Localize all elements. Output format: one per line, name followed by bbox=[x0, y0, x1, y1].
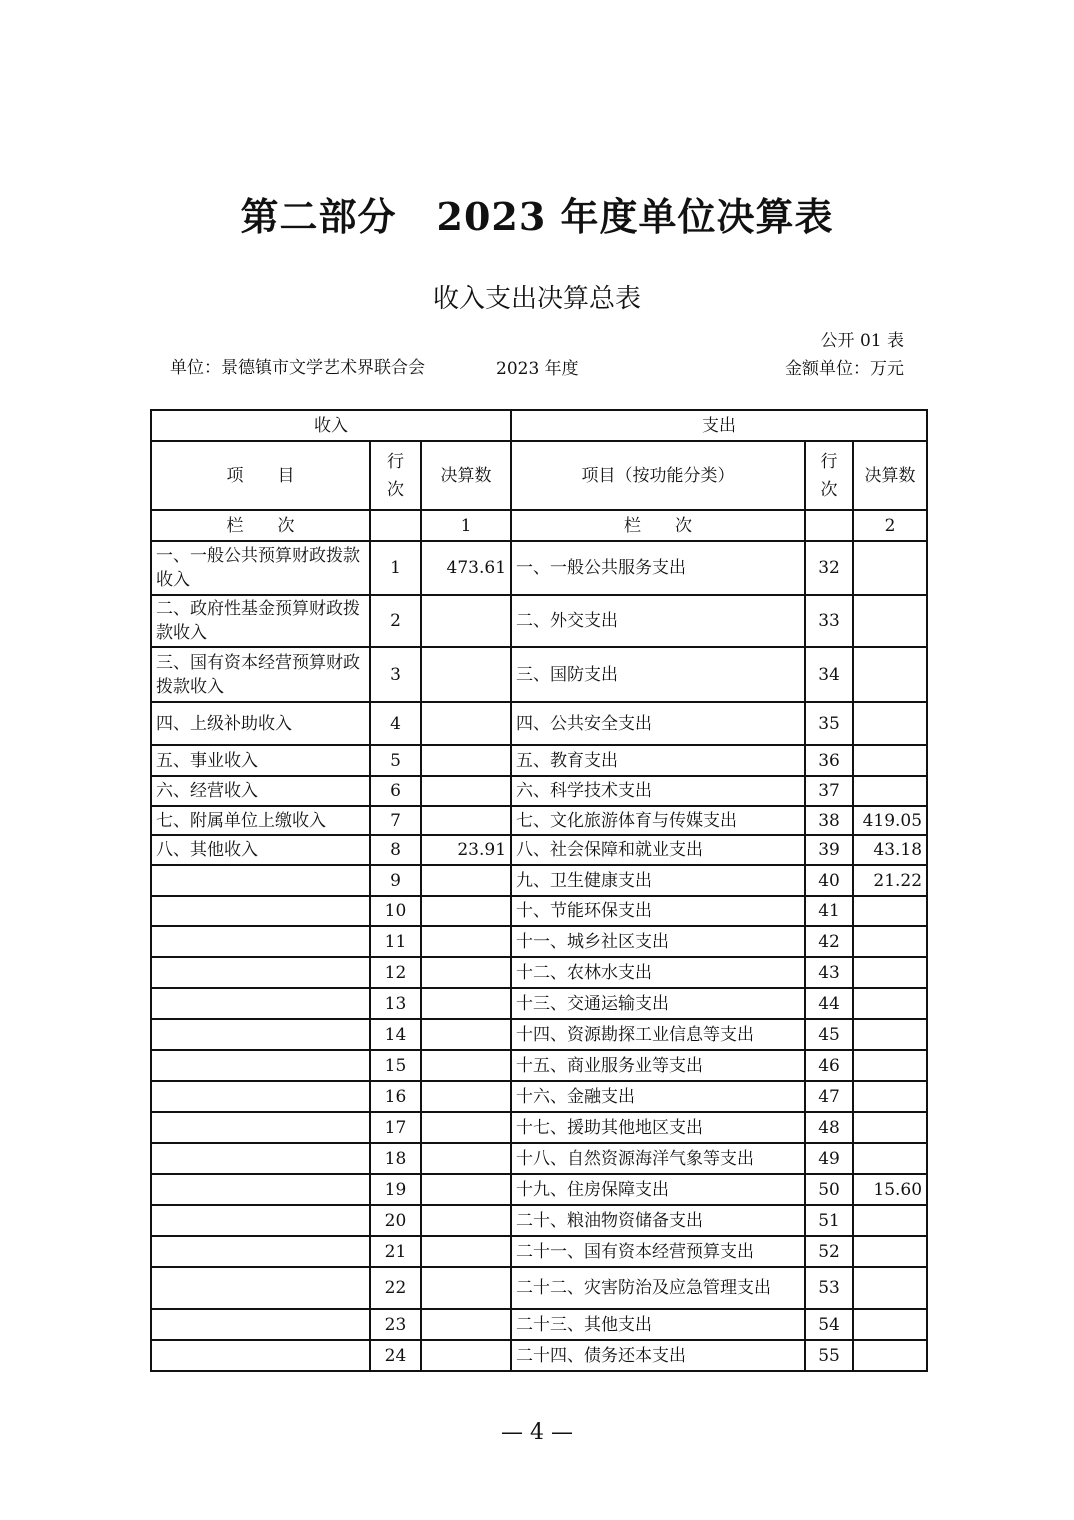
expense-row-no: 44 bbox=[805, 988, 853, 1019]
income-item bbox=[151, 865, 370, 896]
expense-item: 十五、商业服务业等支出 bbox=[511, 1050, 805, 1081]
income-section-header: 收入 bbox=[151, 410, 511, 441]
table-row bbox=[151, 835, 927, 865]
page-number: — 4 — bbox=[501, 1420, 573, 1445]
form-number: 公开 01 表 bbox=[820, 331, 904, 351]
income-row-no: 6 bbox=[370, 776, 421, 806]
table-row bbox=[151, 806, 927, 835]
table-row bbox=[151, 1081, 927, 1112]
expense-row-no: 36 bbox=[805, 745, 853, 776]
expense-amount bbox=[853, 926, 927, 957]
income-amount: 473.61 bbox=[421, 541, 511, 595]
expense-row-no: 35 bbox=[805, 702, 853, 745]
empty-cell bbox=[805, 510, 853, 541]
expense-item: 十九、住房保障支出 bbox=[511, 1174, 805, 1205]
income-item bbox=[151, 1143, 370, 1174]
expense-row-no: 46 bbox=[805, 1050, 853, 1081]
income-amount bbox=[421, 1019, 511, 1050]
table-row bbox=[151, 957, 927, 988]
income-expense-table bbox=[150, 409, 928, 1372]
income-row-no: 15 bbox=[370, 1050, 421, 1081]
expense-item-header: 项目（按功能分类） bbox=[511, 441, 805, 510]
income-item bbox=[151, 926, 370, 957]
table-row bbox=[151, 1267, 927, 1309]
expense-row-no-header: 行次 bbox=[805, 441, 853, 510]
table-row bbox=[151, 595, 927, 647]
income-amount bbox=[421, 1081, 511, 1112]
income-amount: 23.91 bbox=[421, 835, 511, 865]
income-amount bbox=[421, 1050, 511, 1081]
expense-amount bbox=[853, 647, 927, 702]
expense-item: 一、一般公共服务支出 bbox=[511, 541, 805, 595]
table-row bbox=[151, 745, 927, 776]
income-row-no: 18 bbox=[370, 1143, 421, 1174]
expense-amount bbox=[853, 1019, 927, 1050]
income-row-no: 19 bbox=[370, 1174, 421, 1205]
table-row bbox=[151, 1019, 927, 1050]
expense-row-no: 52 bbox=[805, 1236, 853, 1267]
income-row-no: 12 bbox=[370, 957, 421, 988]
income-amount bbox=[421, 988, 511, 1019]
expense-amount bbox=[853, 1205, 927, 1236]
expense-amount bbox=[853, 1267, 927, 1309]
income-item bbox=[151, 988, 370, 1019]
income-row-no: 11 bbox=[370, 926, 421, 957]
expense-amount-header: 决算数 bbox=[853, 441, 927, 510]
expense-row-no: 40 bbox=[805, 865, 853, 896]
income-amount bbox=[421, 1205, 511, 1236]
income-amount bbox=[421, 926, 511, 957]
title-part: 第二部分 bbox=[240, 194, 397, 239]
table-row bbox=[151, 1050, 927, 1081]
income-row-no: 8 bbox=[370, 835, 421, 865]
expense-item: 九、卫生健康支出 bbox=[511, 865, 805, 896]
income-item bbox=[151, 1112, 370, 1143]
income-row-no: 21 bbox=[370, 1236, 421, 1267]
income-amount bbox=[421, 1236, 511, 1267]
expense-row-no: 42 bbox=[805, 926, 853, 957]
income-item: 五、事业收入 bbox=[151, 745, 370, 776]
income-item bbox=[151, 1174, 370, 1205]
income-row-no: 5 bbox=[370, 745, 421, 776]
income-column-number: 1 bbox=[421, 510, 511, 541]
section-header-row bbox=[151, 410, 927, 441]
income-item: 四、上级补助收入 bbox=[151, 702, 370, 745]
income-item bbox=[151, 1236, 370, 1267]
expense-row-no: 47 bbox=[805, 1081, 853, 1112]
expense-row-no: 49 bbox=[805, 1143, 853, 1174]
expense-item: 八、社会保障和就业支出 bbox=[511, 835, 805, 865]
table-row bbox=[151, 1340, 927, 1371]
income-amount bbox=[421, 647, 511, 702]
expense-row-no: 38 bbox=[805, 806, 853, 835]
expense-amount bbox=[853, 595, 927, 647]
income-item bbox=[151, 896, 370, 926]
unit-label: 单位：景德镇市文学艺术界联合会 bbox=[170, 358, 425, 378]
expense-amount bbox=[853, 988, 927, 1019]
expense-row-no: 45 bbox=[805, 1019, 853, 1050]
table-row bbox=[151, 988, 927, 1019]
income-item: 三、国有资本经营预算财政拨款收入 bbox=[151, 647, 370, 702]
expense-item: 二十、粮油物资储备支出 bbox=[511, 1205, 805, 1236]
table-row bbox=[151, 1309, 927, 1340]
income-amount bbox=[421, 957, 511, 988]
money-unit-label: 金额单位：万元 bbox=[785, 359, 904, 379]
income-item bbox=[151, 957, 370, 988]
expense-amount bbox=[853, 745, 927, 776]
expense-column-number: 2 bbox=[853, 510, 927, 541]
expense-row-no: 51 bbox=[805, 1205, 853, 1236]
expense-item: 十八、自然资源海洋气象等支出 bbox=[511, 1143, 805, 1174]
expense-item: 三、国防支出 bbox=[511, 647, 805, 702]
expense-item: 六、科学技术支出 bbox=[511, 776, 805, 806]
title-main: 2023 年度单位决算表 bbox=[436, 194, 834, 239]
income-amount bbox=[421, 1309, 511, 1340]
income-row-no: 23 bbox=[370, 1309, 421, 1340]
expense-item: 七、文化旅游体育与传媒支出 bbox=[511, 806, 805, 835]
expense-amount bbox=[853, 1143, 927, 1174]
income-row-no: 1 bbox=[370, 541, 421, 595]
income-row-no-header: 行次 bbox=[370, 441, 421, 510]
income-row-no: 20 bbox=[370, 1205, 421, 1236]
expense-amount bbox=[853, 1050, 927, 1081]
expense-item: 十六、金融支出 bbox=[511, 1081, 805, 1112]
income-item-header: 项 目 bbox=[151, 441, 370, 510]
empty-cell bbox=[370, 510, 421, 541]
income-item bbox=[151, 1019, 370, 1050]
income-amount-header: 决算数 bbox=[421, 441, 511, 510]
expense-section-header: 支出 bbox=[511, 410, 927, 441]
expense-item: 十二、农林水支出 bbox=[511, 957, 805, 988]
expense-row-no: 37 bbox=[805, 776, 853, 806]
table-row bbox=[151, 926, 927, 957]
table-row bbox=[151, 896, 927, 926]
income-amount bbox=[421, 806, 511, 835]
income-item bbox=[151, 1050, 370, 1081]
income-column-label: 栏 次 bbox=[151, 510, 370, 541]
income-item: 二、政府性基金预算财政拨款收入 bbox=[151, 595, 370, 647]
expense-item: 二十四、债务还本支出 bbox=[511, 1340, 805, 1371]
expense-row-no: 53 bbox=[805, 1267, 853, 1309]
income-item: 一、一般公共预算财政拨款收入 bbox=[151, 541, 370, 595]
income-row-no: 4 bbox=[370, 702, 421, 745]
expense-row-no: 34 bbox=[805, 647, 853, 702]
table-row bbox=[151, 776, 927, 806]
expense-amount bbox=[853, 1340, 927, 1371]
income-amount bbox=[421, 1340, 511, 1371]
table-row bbox=[151, 702, 927, 745]
expense-item: 四、公共安全支出 bbox=[511, 702, 805, 745]
income-item bbox=[151, 1267, 370, 1309]
income-row-no: 9 bbox=[370, 865, 421, 896]
expense-row-no: 55 bbox=[805, 1340, 853, 1371]
table-row bbox=[151, 1143, 927, 1174]
income-row-no: 10 bbox=[370, 896, 421, 926]
income-row-no: 2 bbox=[370, 595, 421, 647]
expense-amount bbox=[853, 702, 927, 745]
income-amount bbox=[421, 595, 511, 647]
income-row-no: 13 bbox=[370, 988, 421, 1019]
expense-amount bbox=[853, 1236, 927, 1267]
income-amount bbox=[421, 745, 511, 776]
income-amount bbox=[421, 1267, 511, 1309]
expense-item: 二、外交支出 bbox=[511, 595, 805, 647]
expense-amount: 15.60 bbox=[853, 1174, 927, 1205]
expense-item: 五、教育支出 bbox=[511, 745, 805, 776]
expense-column-label: 栏 次 bbox=[511, 510, 805, 541]
table-row bbox=[151, 865, 927, 896]
income-amount bbox=[421, 1174, 511, 1205]
expense-item: 十四、资源勘探工业信息等支出 bbox=[511, 1019, 805, 1050]
expense-amount bbox=[853, 896, 927, 926]
expense-item: 二十三、其他支出 bbox=[511, 1309, 805, 1340]
expense-item: 十七、援助其他地区支出 bbox=[511, 1112, 805, 1143]
expense-amount: 419.05 bbox=[853, 806, 927, 835]
income-row-no: 22 bbox=[370, 1267, 421, 1309]
expense-amount bbox=[853, 776, 927, 806]
expense-row-no: 41 bbox=[805, 896, 853, 926]
income-item: 八、其他收入 bbox=[151, 835, 370, 865]
column-number-row bbox=[151, 510, 927, 541]
income-item: 七、附属单位上缴收入 bbox=[151, 806, 370, 835]
year-label: 2023 年度 bbox=[496, 359, 579, 379]
income-amount bbox=[421, 1143, 511, 1174]
page-title bbox=[0, 186, 1074, 241]
expense-item: 二十一、国有资本经营预算支出 bbox=[511, 1236, 805, 1267]
income-row-no: 24 bbox=[370, 1340, 421, 1371]
income-row-no: 7 bbox=[370, 806, 421, 835]
income-row-no: 3 bbox=[370, 647, 421, 702]
expense-row-no: 54 bbox=[805, 1309, 853, 1340]
table-row bbox=[151, 1205, 927, 1236]
income-row-no: 16 bbox=[370, 1081, 421, 1112]
table-row bbox=[151, 647, 927, 702]
expense-item: 十一、城乡社区支出 bbox=[511, 926, 805, 957]
column-header-row bbox=[151, 441, 927, 510]
expense-amount: 43.18 bbox=[853, 835, 927, 865]
expense-row-no: 32 bbox=[805, 541, 853, 595]
income-item bbox=[151, 1081, 370, 1112]
income-amount bbox=[421, 865, 511, 896]
income-item bbox=[151, 1205, 370, 1236]
expense-row-no: 39 bbox=[805, 835, 853, 865]
income-item: 六、经营收入 bbox=[151, 776, 370, 806]
income-item bbox=[151, 1309, 370, 1340]
expense-row-no: 50 bbox=[805, 1174, 853, 1205]
income-row-no: 17 bbox=[370, 1112, 421, 1143]
income-amount bbox=[421, 776, 511, 806]
expense-item: 十、节能环保支出 bbox=[511, 896, 805, 926]
expense-amount: 21.22 bbox=[853, 865, 927, 896]
expense-amount bbox=[853, 1309, 927, 1340]
expense-item: 十三、交通运输支出 bbox=[511, 988, 805, 1019]
expense-amount bbox=[853, 1112, 927, 1143]
expense-row-no: 43 bbox=[805, 957, 853, 988]
income-item bbox=[151, 1340, 370, 1371]
expense-row-no: 48 bbox=[805, 1112, 853, 1143]
table-row bbox=[151, 541, 927, 595]
income-amount bbox=[421, 1112, 511, 1143]
expense-amount bbox=[853, 957, 927, 988]
income-row-no: 14 bbox=[370, 1019, 421, 1050]
income-amount bbox=[421, 896, 511, 926]
expense-amount bbox=[853, 541, 927, 595]
table-title: 收入支出决算总表 bbox=[432, 284, 641, 314]
expense-item: 二十二、灾害防治及应急管理支出 bbox=[511, 1267, 805, 1309]
table-row bbox=[151, 1174, 927, 1205]
income-amount bbox=[421, 702, 511, 745]
expense-amount bbox=[853, 1081, 927, 1112]
expense-row-no: 33 bbox=[805, 595, 853, 647]
table-row bbox=[151, 1236, 927, 1267]
table-row bbox=[151, 1112, 927, 1143]
